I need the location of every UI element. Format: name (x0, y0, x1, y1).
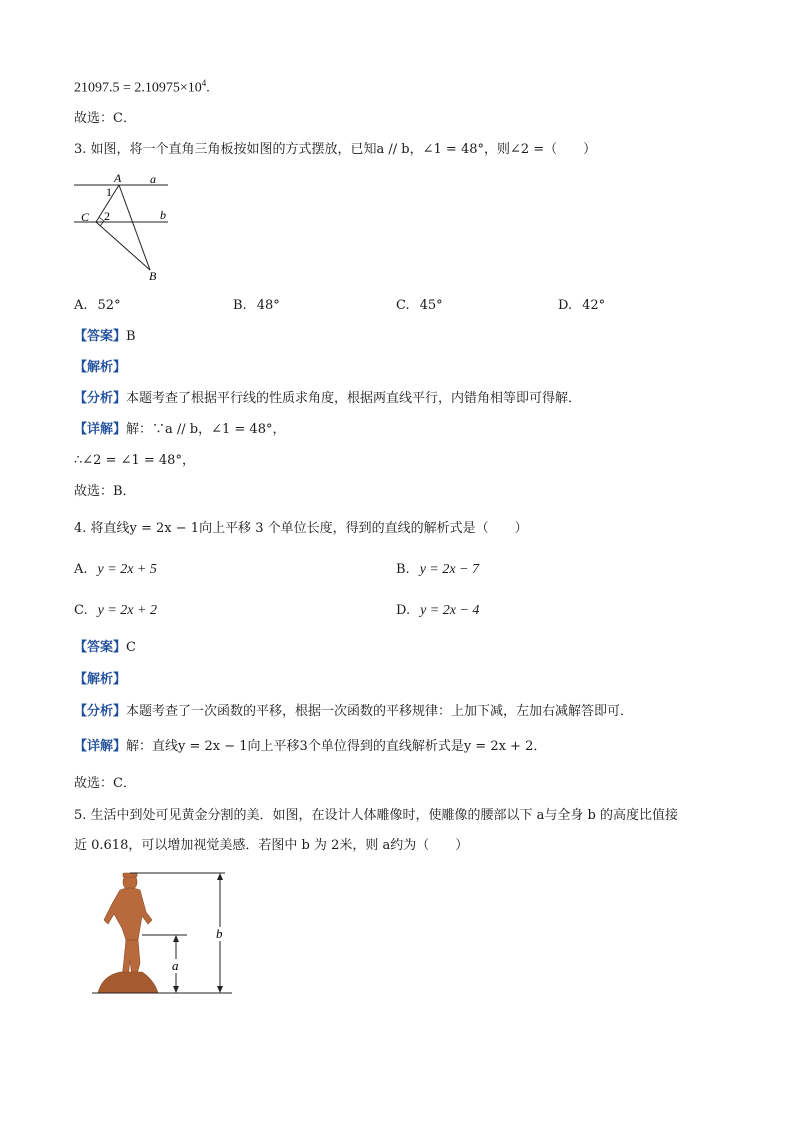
q4-stem: 4. 将直线y = 2x − 1向上平移 3 个单位长度，得到的直线的解析式是（ ） (74, 521, 528, 536)
q3-option-c-text: 45° (419, 298, 443, 313)
q4-option-d-text: y = 2x − 4 (420, 603, 480, 618)
q3-option-c (396, 297, 443, 315)
q3-answer (74, 328, 136, 346)
q3-option-b-text: 48° (256, 298, 280, 313)
q3-label-a: a (150, 172, 156, 186)
q4-option-b (396, 561, 479, 579)
q3-segment-AB (119, 185, 150, 270)
q4-option-d (396, 602, 479, 620)
q5-stem-line1: 5. 生活中到处可见黄金分割的美．如图，在设计人体雕像时，使雕像的腰部以下 a与全身 b 的高度比值接 (74, 808, 679, 823)
q3-step: ∴∠2 = ∠1 = 48°， (74, 453, 195, 468)
q4-option-c-text: y = 2x + 2 (97, 603, 157, 618)
q3-segment-CB (96, 222, 150, 270)
q3-xiangjie (74, 421, 285, 439)
q4-answer-value: C (126, 640, 136, 655)
q3-answer-tag: 【答案】 (74, 329, 127, 344)
q3-label-b: b (160, 208, 166, 222)
q5-label-a: a (172, 958, 179, 973)
q3-label-B: B (149, 269, 157, 283)
prev-equation-period: . (206, 80, 210, 96)
q3-label-C: C (81, 210, 90, 224)
q3-option-b (233, 297, 280, 315)
q4-option-a-letter: A. (74, 562, 88, 577)
q3-label-2: 2 (104, 209, 110, 223)
q4-option-d-letter: D. (396, 603, 411, 618)
q3-conclusion: 故选：B． (74, 484, 136, 499)
q4-option-c-letter: C. (74, 603, 88, 618)
q3-option-a-letter: A. (74, 298, 88, 313)
q4-option-c (74, 602, 157, 620)
q4-option-b-letter: B. (396, 562, 410, 577)
prev-equation (74, 74, 210, 98)
prev-equation-main: 21097.5 = 2.10975×10 (74, 80, 202, 96)
prev-equation-exponent: 4 (201, 78, 207, 88)
q3-option-a-text: 52° (97, 298, 121, 313)
q3-fenxi-tag: 【分析】 (74, 391, 127, 406)
q3-label-A: A (114, 171, 122, 185)
q3-option-a (74, 297, 121, 315)
q3-fenxi (74, 390, 581, 408)
q3-xiangjie-tag: 【详解】 (74, 422, 127, 437)
q4-conclusion: 故选：C． (74, 776, 136, 791)
prev-conclusion: 故选：C． (74, 111, 136, 126)
q4-fenxi-tag: 【分析】 (74, 704, 127, 719)
q4-fenxi (74, 703, 633, 721)
q4-answer (74, 639, 136, 657)
q5-figure (92, 868, 237, 998)
q5-label-b: b (216, 926, 223, 941)
q4-xiangjie-text: 解：直线y = 2x − 1向上平移3个单位得到的直线解析式是y = 2x + 2． (126, 739, 547, 754)
q3-stem: 3. 如图，将一个直角三角板按如图的方式摆放，已知a // b，∠1 = 48°，则∠2 =（ ） (74, 142, 597, 157)
q3-figure (70, 170, 185, 285)
q4-fenxi-text: 本题考查了一次函数的平移，根据一次函数的平移规律：上加下减，左加右减解答即可． (126, 704, 634, 719)
q3-analysis-tag: 【解析】 (74, 360, 127, 375)
q3-label-1: 1 (106, 185, 112, 199)
q3-answer-value: B (126, 329, 136, 344)
q3-option-b-letter: B. (233, 298, 247, 313)
q4-xiangjie (74, 738, 546, 756)
q4-analysis-tag: 【解析】 (74, 672, 127, 687)
q4-xiangjie-tag: 【详解】 (74, 739, 127, 754)
q5-stem-line2: 近 0.618，可以增加视觉美感．若图中 b 为 2米，则 a约为（ ） (74, 838, 469, 853)
q4-option-b-text: y = 2x − 7 (419, 562, 480, 577)
q3-option-d-text: 42° (582, 298, 606, 313)
q3-option-c-letter: C. (396, 298, 410, 313)
q3-option-d-letter: D. (558, 298, 573, 313)
q4-option-a-text: y = 2x + 5 (97, 562, 157, 577)
q3-xiangjie-text: 解：∵a // b，∠1 = 48°， (126, 422, 286, 437)
statue-image (98, 873, 158, 993)
q4-option-a (74, 561, 157, 579)
q4-answer-tag: 【答案】 (74, 640, 127, 655)
q3-fenxi-text: 本题考查了根据平行线的性质求角度，根据两直线平行，内错角相等即可得解． (126, 391, 582, 406)
q3-option-d (558, 297, 605, 315)
